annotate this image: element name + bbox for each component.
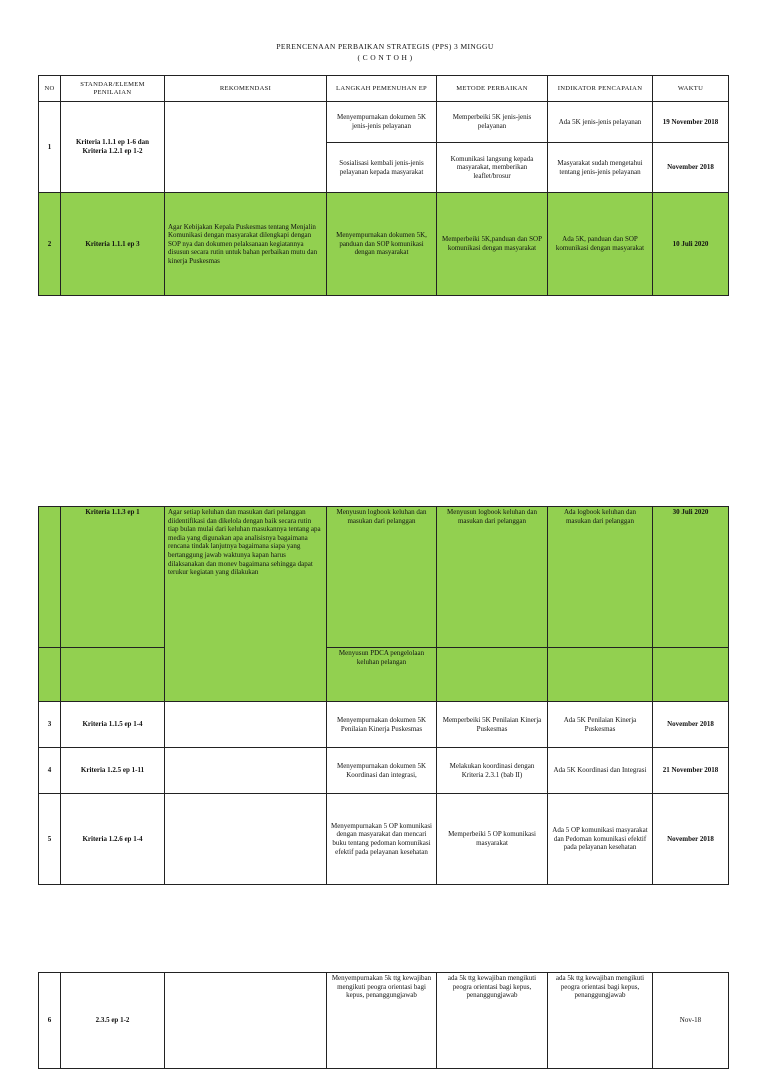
row-waktu: November 2018 (653, 794, 729, 885)
row-indikator: Masyarakat sudah mengetahui tentang jenis-jenis pelayanan (548, 143, 653, 193)
row-standar: Kriteria 1.1.1 ep 3 (61, 193, 165, 296)
row-langkah: Menyempurnakan dokumen 5K jenis-jenis pelayanan (327, 102, 437, 143)
row-langkah: Menyempurnakan dokumen 5K, panduan dan SOP komunikasi dengan masyarakat (327, 193, 437, 296)
row-standar: Kriteria 1.1.5 ep 1-4 (61, 702, 165, 748)
header-indikator: INDIKATOR PENCAPAIAN (548, 76, 653, 102)
row-langkah: Menyusun logbook keluhan dan masukan dari pelanggan (327, 507, 437, 648)
header-standar: STANDAR/ELEMEM PENILAIAN (61, 76, 165, 102)
row-metode: Memperbeiki 5 OP komunikasi masyarakat (437, 794, 548, 885)
row-metode: Memperbeiki 5K,panduan dan SOP komunikasi dengan masyarakat (437, 193, 548, 296)
row-no: 2 (39, 193, 61, 296)
row-waktu: 19 November 2018 (653, 102, 729, 143)
row-langkah: Menyempurnakan 5k ttg kewajiban mengikuti peogra orientasi bagi kepus, penanggungjawab (327, 973, 437, 1069)
document-title: PERENCENAAN PERBAIKAN STRATEGIS (PPS) 3 MINGGU (276, 42, 494, 51)
row-indikator: Ada 5K Koordinasi dan Integrasi (548, 748, 653, 794)
row-metode: Memperbeiki 5K Penilaian Kinerja Puskesmas (437, 702, 548, 748)
row-indikator: Ada 5 OP komunikasi masyarakat dan Pedoman komunikasi efektif pada pelayanan kesehatan (548, 794, 653, 885)
table-row (39, 748, 729, 794)
row-standar: Kriteria 1.1.3 ep 1 (61, 507, 165, 648)
row-metode: ada 5k ttg kewajiban mengikuti peogra orientasi bagi kepus, penanggungjawab (437, 973, 548, 1069)
document-subtitle: ( C O N T O H ) (357, 53, 413, 62)
row-no (39, 507, 61, 648)
row-indikator: Ada logbook keluhan dan masukan dari pelanggan (548, 507, 653, 648)
row-metode: Komunikasi langsung kepada masyarakat, memberikan leaflet/brosur (437, 143, 548, 193)
row-langkah: Menyempurnakan dokumen 5K Penilaian Kinerja Puskesmas (327, 702, 437, 748)
row-waktu: November 2018 (653, 702, 729, 748)
plan-table-1 (38, 75, 729, 296)
table-header-row (39, 76, 729, 102)
row-waktu: Nov-18 (653, 973, 729, 1069)
row-langkah: Menyempurnakan dokumen 5K Koordinasi dan integrasi, (327, 748, 437, 794)
row-rekomendasi (165, 794, 327, 885)
plan-table-2 (38, 506, 729, 885)
row-no: 4 (39, 748, 61, 794)
row-no (39, 648, 61, 702)
table-row-highlighted (39, 648, 729, 702)
header-metode: METODE PERBAIKAN (437, 76, 548, 102)
row-no: 5 (39, 794, 61, 885)
row-rekomendasi: Agar Kebijakan Kepala Puskesmas tentang Menjalin Komunikasi dengan masyarakat dilengkapi dengan SOP nya dan dokumen pelaksanaan kegiatannya disusun secara rutin untuk bahan perbaikan mutu dan kinerja Puskesmas (165, 193, 327, 296)
table-row (39, 102, 729, 143)
row-waktu: November 2018 (653, 143, 729, 193)
row-indikator: Ada 5K Penilaian Kinerja Puskesmas (548, 702, 653, 748)
row-rekomendasi (165, 102, 327, 193)
row-langkah: Menyusun PDCA pengelolaan keluhan pelangan (327, 648, 437, 702)
row-metode: Menyusun logbook keluhan dan masukan dari pelanggan (437, 507, 548, 648)
row-waktu: 10 Juli 2020 (653, 193, 729, 296)
table-row (39, 794, 729, 885)
table-row (39, 973, 729, 1069)
row-langkah: Menyempurnakan 5 OP komunikasi dengan masyarakat dan mencari buku tentang pedoman komunikasi efektif pada pelayanan kesehatan (327, 794, 437, 885)
row-no: 1 (39, 102, 61, 193)
row-indikator (548, 648, 653, 702)
row-waktu (653, 648, 729, 702)
row-no: 3 (39, 702, 61, 748)
table-row-highlighted (39, 507, 729, 648)
row-rekomendasi: Agar setiap keluhan dan masukan dari pelanggan diidentifikasi dan dikelola dengan baik secara rutin tiap bulan mulai dari keluhan masukannya tentang apa media yang digunakan apa analisisnya bagaimana rencana tindak lanjutnya bagaimana siapa yang bertanggung jawab waktunya kapan harus dilaksanakan dan monev bagaimana sehingga dapat terukur kegiatan yang dilakukan (165, 507, 327, 702)
row-standar: Kriteria 1.1.1 ep 1-6 dan Kriteria 1.2.1 ep 1-2 (61, 102, 165, 193)
row-rekomendasi (165, 702, 327, 748)
plan-table-3 (38, 972, 729, 1069)
row-metode: Memperbeiki 5K jenis-jenis pelayanan (437, 102, 548, 143)
row-standar: Kriteria 1.2.5 ep 1-11 (61, 748, 165, 794)
header-langkah: LANGKAH PEMENUHAN EP (327, 76, 437, 102)
header-rekomendasi: REKOMENDASI (165, 76, 327, 102)
row-metode: Melakukan koordinasi dengan Kriteria 2.3.1 (bab II) (437, 748, 548, 794)
table-row (39, 702, 729, 748)
table-row-highlighted (39, 193, 729, 296)
row-indikator: ada 5k ttg kewajiban mengikuti peogra orientasi bagi kepus, penanggungjawab (548, 973, 653, 1069)
row-no: 6 (39, 973, 61, 1069)
row-waktu: 30 Juli 2020 (653, 507, 729, 648)
header-no: NO (39, 76, 61, 102)
header-waktu: WAKTU (653, 76, 729, 102)
row-metode (437, 648, 548, 702)
row-indikator: Ada 5K jenis-jenis pelayanan (548, 102, 653, 143)
row-langkah: Sosialisasi kembali jenis-jenis pelayanan kepada masyarakat (327, 143, 437, 193)
row-waktu: 21 November 2018 (653, 748, 729, 794)
row-standar (61, 648, 165, 702)
row-standar: 2.3.5 ep 1-2 (61, 973, 165, 1069)
row-rekomendasi (165, 973, 327, 1069)
row-indikator: Ada 5K, panduan dan SOP komunikasi dengan masyarakat (548, 193, 653, 296)
row-rekomendasi (165, 748, 327, 794)
row-standar: Kriteria 1.2.6 ep 1-4 (61, 794, 165, 885)
